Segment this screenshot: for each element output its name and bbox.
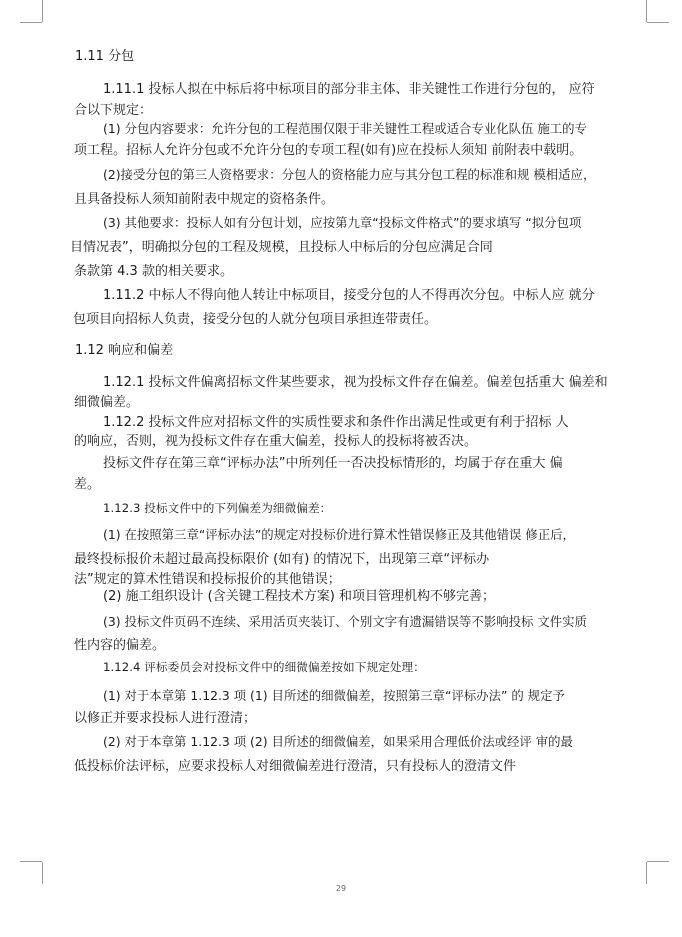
paragraph-line: 1.12.4 评标委员会对投标文件中的细微偏差按如下规定处理： (103, 660, 425, 674)
paragraph-line: 1.12.3 投标文件中的下列偏差为细微偏差： (103, 501, 332, 515)
paragraph-line: 投标文件存在第三章“评标办法”中所列任一否决投标情形的，均属于存在重大 偏 (103, 456, 563, 471)
paragraph-line: 1.12.2 投标文件应对招标文件的实质性要求和条件作出满足性或更有利于招标 人 (103, 415, 569, 430)
paragraph-line: (2) 对于本章第 1.12.3 项 (2) 目所述的细微偏差，如果采用合理低价法或经评 审的最 (103, 734, 573, 749)
paragraph-line: (3) 其他要求：投标人如有分包计划，应按第九章“投标文件格式”的要求填写 “拟分包项 (103, 215, 582, 230)
paragraph-line: (2) 施工组织设计 (含关键工程技术方案) 和项目管理机构不够完善； (103, 589, 495, 604)
crop-mark-bottom-right-h (647, 861, 669, 862)
crop-mark-top-left-h (20, 22, 42, 23)
paragraph-line: 低投标价法评标，应要求投标人对细微偏差进行澄清，只有投标人的澄清文件 (74, 759, 517, 774)
paragraph-line: 以修正并要求投标人进行澄清； (74, 711, 257, 726)
crop-mark-top-right-v (646, 0, 647, 22)
paragraph-line: (3) 投标文件页码不连续、采用活页夹装订、个别文字有遗漏错误等不影响投标 文件实质 (103, 614, 587, 629)
crop-mark-bottom-left-v (42, 862, 43, 884)
paragraph-line: 差。 (74, 477, 101, 492)
paragraph-line: 1.11.1 投标人拟在中标后将中标项目的部分非主体、非关键性工作进行分包的， 应符 (103, 82, 595, 97)
crop-mark-bottom-left-h (20, 861, 42, 862)
paragraph-line: 且具备投标人须知前附表中规定的资格条件。 (74, 192, 335, 207)
paragraph-line: (1) 对于本章第 1.12.3 项 (1) 目所述的细微偏差，按照第三章“评标办法” 的 规定予 (103, 688, 565, 703)
paragraph-line: 法”规定的算术性错误和投标报价的其他错误； (74, 572, 341, 587)
paragraph-line: (1) 在按照第三章“评标办法”的规定对投标价进行算术性错误修正及其他错误 修正后， (103, 527, 575, 542)
paragraph-line: 的响应，否则，视为投标文件存在重大偏差，投标人的投标将被否决。 (74, 434, 478, 449)
paragraph-line: 1.11.2 中标人不得向他人转让中标项目，接受分包的人不得再次分包。中标人应 就分 (103, 288, 595, 303)
paragraph-line: 包项目向招标人负责，接受分包的人就分包项目承担连带责任。 (73, 312, 438, 327)
crop-mark-bottom-right-v (646, 862, 647, 884)
paragraph-line: 目情况表”，明确拟分包的工程及规模，且投标人中标后的分包应满足合同 (70, 240, 493, 255)
paragraph-line: (1) 分包内容要求：允许分包的工程范围仅限于非关键性工程或适合专业化队伍 施工的专 (103, 121, 587, 136)
paragraph-line: 合以下规定： (74, 103, 153, 118)
page-number: 29 (335, 884, 347, 893)
paragraph-line: 细微偏差。 (74, 395, 140, 410)
paragraph-line: 项工程。招标人允许分包或不允许分包的专项工程(如有)应在投标人须知 前附表中载明。 (74, 143, 583, 158)
section-heading-1-12: 1.12 响应和偏差 (75, 343, 174, 358)
paragraph-line: 最终投标报价未超过最高投标限价 (如有) 的情况下，出现第三章“评标办 (74, 552, 490, 567)
paragraph-line: (2)接受分包的第三人资格要求：分包人的资格能力应与其分包工程的标准和规 模相适应， (103, 167, 596, 182)
section-heading-1-11: 1.11 分包 (75, 49, 135, 64)
crop-mark-top-left-v (42, 0, 43, 22)
crop-mark-top-right-h (647, 22, 669, 23)
paragraph-line: 条款第 4.3 款的相关要求。 (74, 264, 233, 279)
paragraph-line: 1.12.1 投标文件偏离招标文件某些要求，视为投标文件存在偏差。偏差包括重大 偏差和 (103, 375, 608, 390)
paragraph-line: 性内容的偏差。 (74, 638, 166, 653)
